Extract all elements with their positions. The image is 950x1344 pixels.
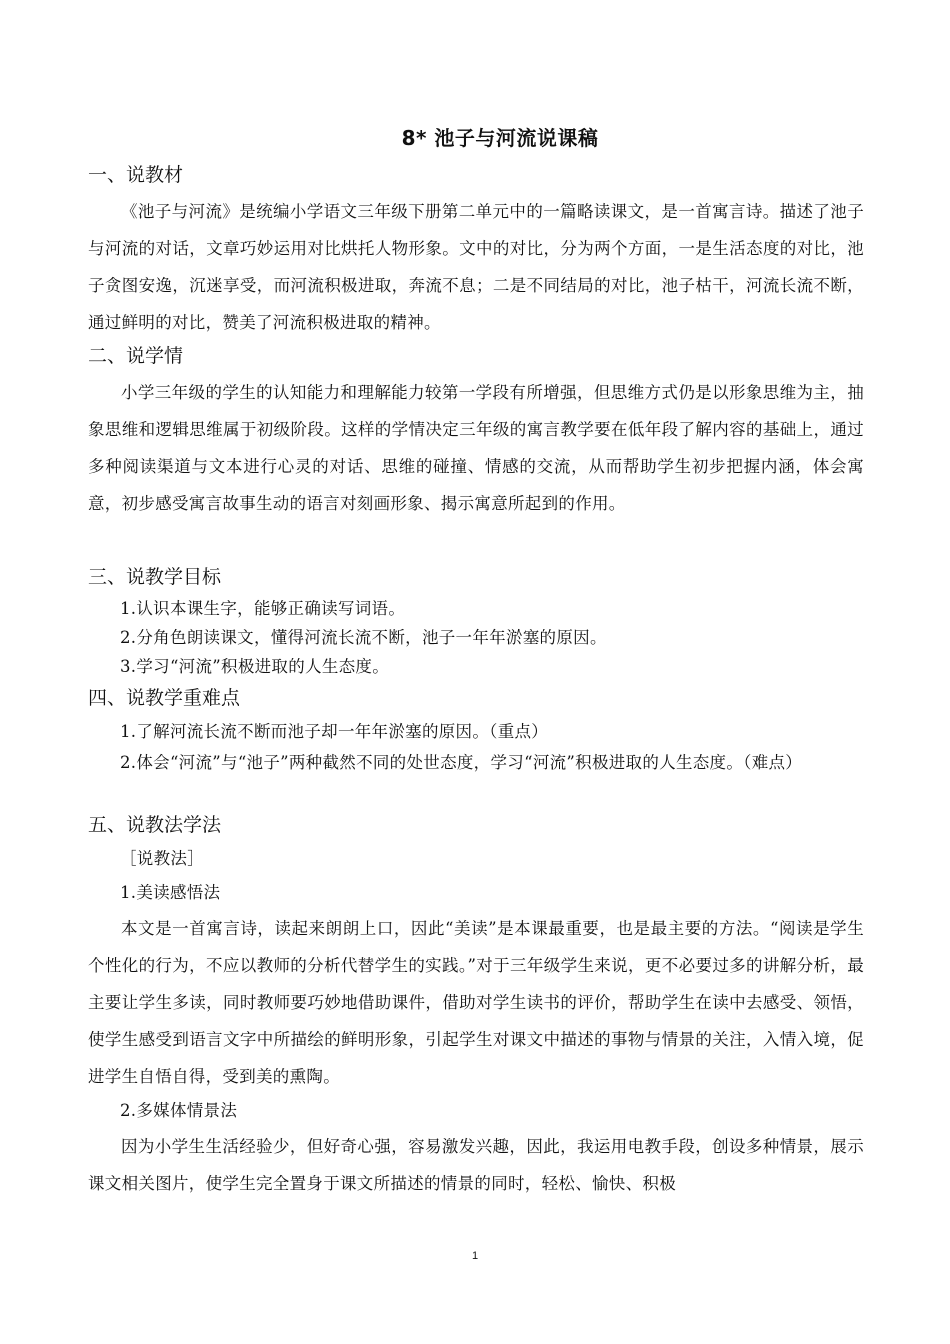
objective-item: 2.分角色朗读课文，懂得河流长流不断，池子一年年淤塞的原因。 xyxy=(120,628,607,647)
method-paragraph: 因为小学生生活经验少，但好奇心强，容易激发兴趣，因此，我运用电教手段，创设多种情景，展示课文相关图片，使学生完全置身于课文所描述的情景的同时，轻松、愉快、积极 xyxy=(88,1137,864,1193)
section-heading-key-points: 四、说教学重难点 xyxy=(88,687,241,709)
method-label: 2.多媒体情景法 xyxy=(120,1101,238,1120)
section-heading-methods: 五、说教法学法 xyxy=(88,814,222,836)
section-heading-textbook: 一、说教材 xyxy=(88,164,184,186)
document-title: 8* 池子与河流说课稿 xyxy=(401,126,599,150)
key-point-item: 1.了解河流长流不断而池子却一年年淤塞的原因。（重点） xyxy=(120,722,549,741)
section-heading-students: 二、说学情 xyxy=(88,345,184,367)
method-paragraph: 本文是一首寓言诗，读起来朗朗上口，因此“美读”是本课最重要，也是最主要的方法。“阅读是学生个性化的行为，不应以教师的分析代替学生的实践。”对于三年级学生来说，更不必要过多的讲解分析，最主要让学生多读，同时教师要巧妙地借助课件，借助对学生读书的评价，帮助学生在读中去感受、领悟，使学生感受到语言文字中所描绘的鲜明形象，引起学生对课文中描述的事物与情景的关注，入情入境，促进学生自悟自得，受到美的熏陶。 xyxy=(88,919,864,1086)
page-number: 1 xyxy=(471,1250,479,1262)
section-heading-objectives: 三、说教学目标 xyxy=(88,566,222,588)
method-label: 1.美读感悟法 xyxy=(120,883,221,902)
section-paragraph: 《池子与河流》是统编小学语文三年级下册第二单元中的一篇略读课文，是一首寓言诗。描述了池子与河流的对话，文章巧妙运用对比烘托人物形象。文中的对比，分为两个方面，一是生活态度的对比，池子贪图安逸，沉迷享受，而河流积极进取，奔流不息；二是不同结局的对比，池子枯干，河流长流不断，通过鲜明的对比，赞美了河流积极进取的精神。 xyxy=(88,202,864,332)
section-paragraph: 小学三年级的学生的认知能力和理解能力较第一学段有所增强，但思维方式仍是以形象思维为主，抽象思维和逻辑思维属于初级阶段。这样的学情决定三年级的寓言教学要在低年段了解内容的基础上，通过多种阅读渠道与文本进行心灵的对话、思维的碰撞、情感的交流，从而帮助学生初步把握内涵，体会寓意，初步感受寓言故事生动的语言对刻画形象、揭示寓意所起到的作用。 xyxy=(88,383,864,513)
subheading-teaching-method: ［说教法］ xyxy=(120,849,204,868)
objective-item: 1.认识本课生字，能够正确读写词语。 xyxy=(120,599,406,618)
objective-item: 3.学习“河流”积极进取的人生态度。 xyxy=(120,657,390,676)
key-point-item: 2.体会“河流”与“池子”两种截然不同的处世态度，学习“河流”积极进取的人生态度。（难点） xyxy=(120,753,803,772)
